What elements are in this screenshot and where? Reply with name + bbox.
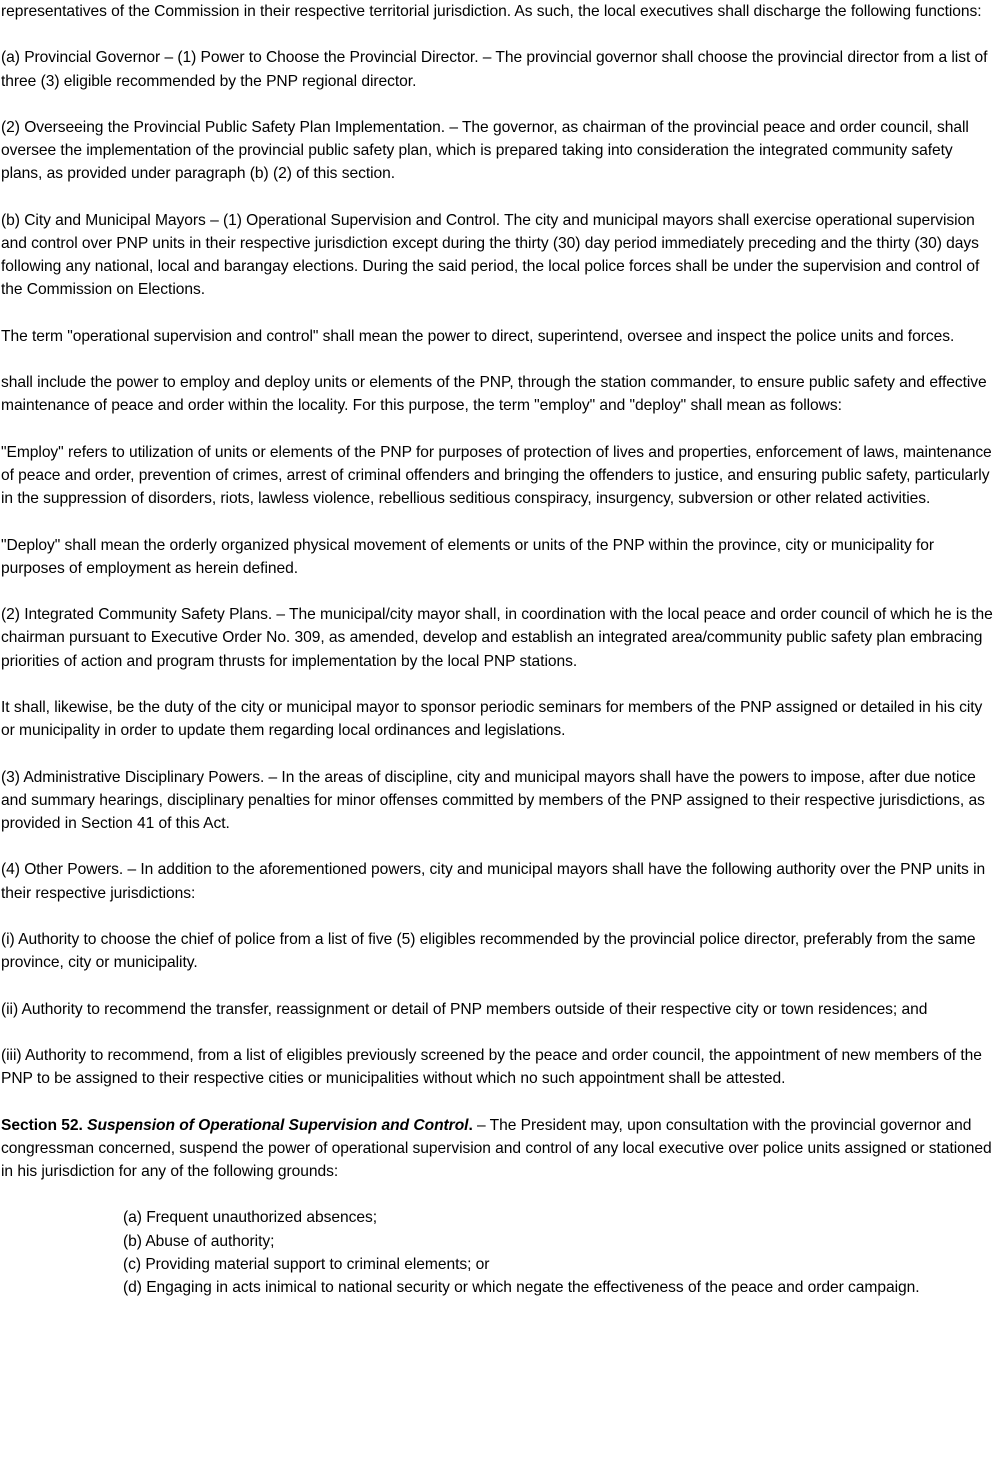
paragraph-authority-transfer: (ii) Authority to recommend the transfer, reassignment or detail of PNP members outside of their respective city or town residences; and xyxy=(1,1000,928,1018)
section-52-number: Section 52. xyxy=(1,1116,83,1134)
paragraph-authority-chief-of-police: (i) Authority to choose the chief of police from a list of five (5) eligibles recommended by the provincial police director, preferably from the same province, city or municipality. xyxy=(1,930,976,972)
paragraph-provincial-governor-power: (a) Provincial Governor – (1) Power to Choose the Provincial Director. – The provincial governor shall choose the provincial director from a list of three (3) eligible recommended by the PNP regional director. xyxy=(1,49,988,90)
list-item: (b) Abuse of authority; xyxy=(123,1232,275,1250)
paragraph-integrated-community-safety-plans: (2) Integrated Community Safety Plans. – The municipal/city mayor shall, in coordination with the local peace and order council of which he is the chairman pursuant to Executive Order No. 309, as amended, develop and establish an integrated area/community public safety plan embracing priorities of action and program thrusts for implementation by the local PNP stations. xyxy=(1,606,993,670)
paragraph-other-powers: (4) Other Powers. – In addition to the aforementioned powers, city and municipal mayors shall have the following authority over the PNP units in their respective jurisdictions: xyxy=(1,861,986,902)
paragraph-employ-definition: "Employ" refers to utilization of units or elements of the PNP for purposes of protection of lives and properties, enforcement of laws, maintenance of peace and order, prevention of crimes, arrest of criminal offenders and bringing the offenders to justice, and ensuring public safety, particularly in the suppression of disorders, riots, lawless violence, rebellious seditious conspiracy, insurgency, subversion or other related activities. xyxy=(1,443,992,508)
paragraph-local-executives-functions: representatives of the Commission in their respective territorial jurisdiction. As such, the local executives shall discharge the following functions: xyxy=(1,3,982,20)
list-item: (d) Engaging in acts inimical to national security or which negate the effectiveness of the peace and order campaign. xyxy=(123,1278,920,1296)
paragraph-administrative-disciplinary-powers: (3) Administrative Disciplinary Powers. – In the areas of discipline, city and municipal mayors shall have the powers to impose, after due notice and summary hearings, disciplinary penalties for minor offenses committed by members of the PNP assigned to their respective jurisdictions, as provided in Section 41 of this Act. xyxy=(1,768,985,832)
section-52-title-period: . xyxy=(468,1116,473,1134)
section-52-paragraph xyxy=(1,1114,997,1184)
paragraph-employ-deploy-power: shall include the power to employ and deploy units or elements of the PNP, through the station commander, to ensure public safety and effective maintenance of peace and order within the locality. For this purpose, the term "employ" and "deploy" shall mean as follows: xyxy=(1,374,987,415)
paragraph-operational-supervision-definition: The term "operational supervision and control" shall mean the power to direct, superintend, oversee and inspect the police units and forces. xyxy=(1,327,955,345)
paragraph-provincial-safety-plan: (2) Overseeing the Provincial Public Safety Plan Implementation. – The governor, as chairman of the provincial peace and order council, shall oversee the implementation of the provincial public safety plan, which is prepared taking into consideration the integrated community safety plans, as provided under paragraph (b) (2) of this section. xyxy=(1,118,969,183)
paragraph-city-municipal-mayors: (b) City and Municipal Mayors – (1) Operational Supervision and Control. The city and municipal mayors shall exercise operational supervision and control over PNP units in their respective jurisdiction except during the thirty (30) day period immediately preceding and the thirty (30) days following any national, local and barangay elections. During the said period, the local police forces shall be under the supervision and control of the Commission on Elections. xyxy=(1,211,980,299)
list-item: (a) Frequent unauthorized absences; xyxy=(123,1209,377,1227)
list-item: (c) Providing material support to criminal elements; or xyxy=(123,1255,490,1273)
section-52-text: – The President may, upon consultation with the provincial governor and congressman concerned, suspend the power of operational supervision and control of any local executive over police units assigned or stationed in his jurisdiction for any of the following grounds: xyxy=(1,1116,992,1180)
suspension-grounds-list xyxy=(1,1206,997,1299)
paragraph-deploy-definition: "Deploy" shall mean the orderly organized physical movement of elements or units of the PNP within the province, city or municipality for purposes of employment as herein defined. xyxy=(1,536,935,577)
section-52-title: Suspension of Operational Supervision and Control xyxy=(87,1116,469,1134)
paragraph-authority-appointment: (iii) Authority to recommend, from a list of eligibles previously screened by the peace and order council, the appointment of new members of the PNP to be assigned to their respective cities or municipalities without which no such appointment shall be attested. xyxy=(1,1046,982,1088)
paragraph-periodic-seminars: It shall, likewise, be the duty of the city or municipal mayor to sponsor periodic seminars for members of the PNP assigned or detailed in his city or municipality in order to update them regarding local ordinances and legislations. xyxy=(1,698,983,740)
